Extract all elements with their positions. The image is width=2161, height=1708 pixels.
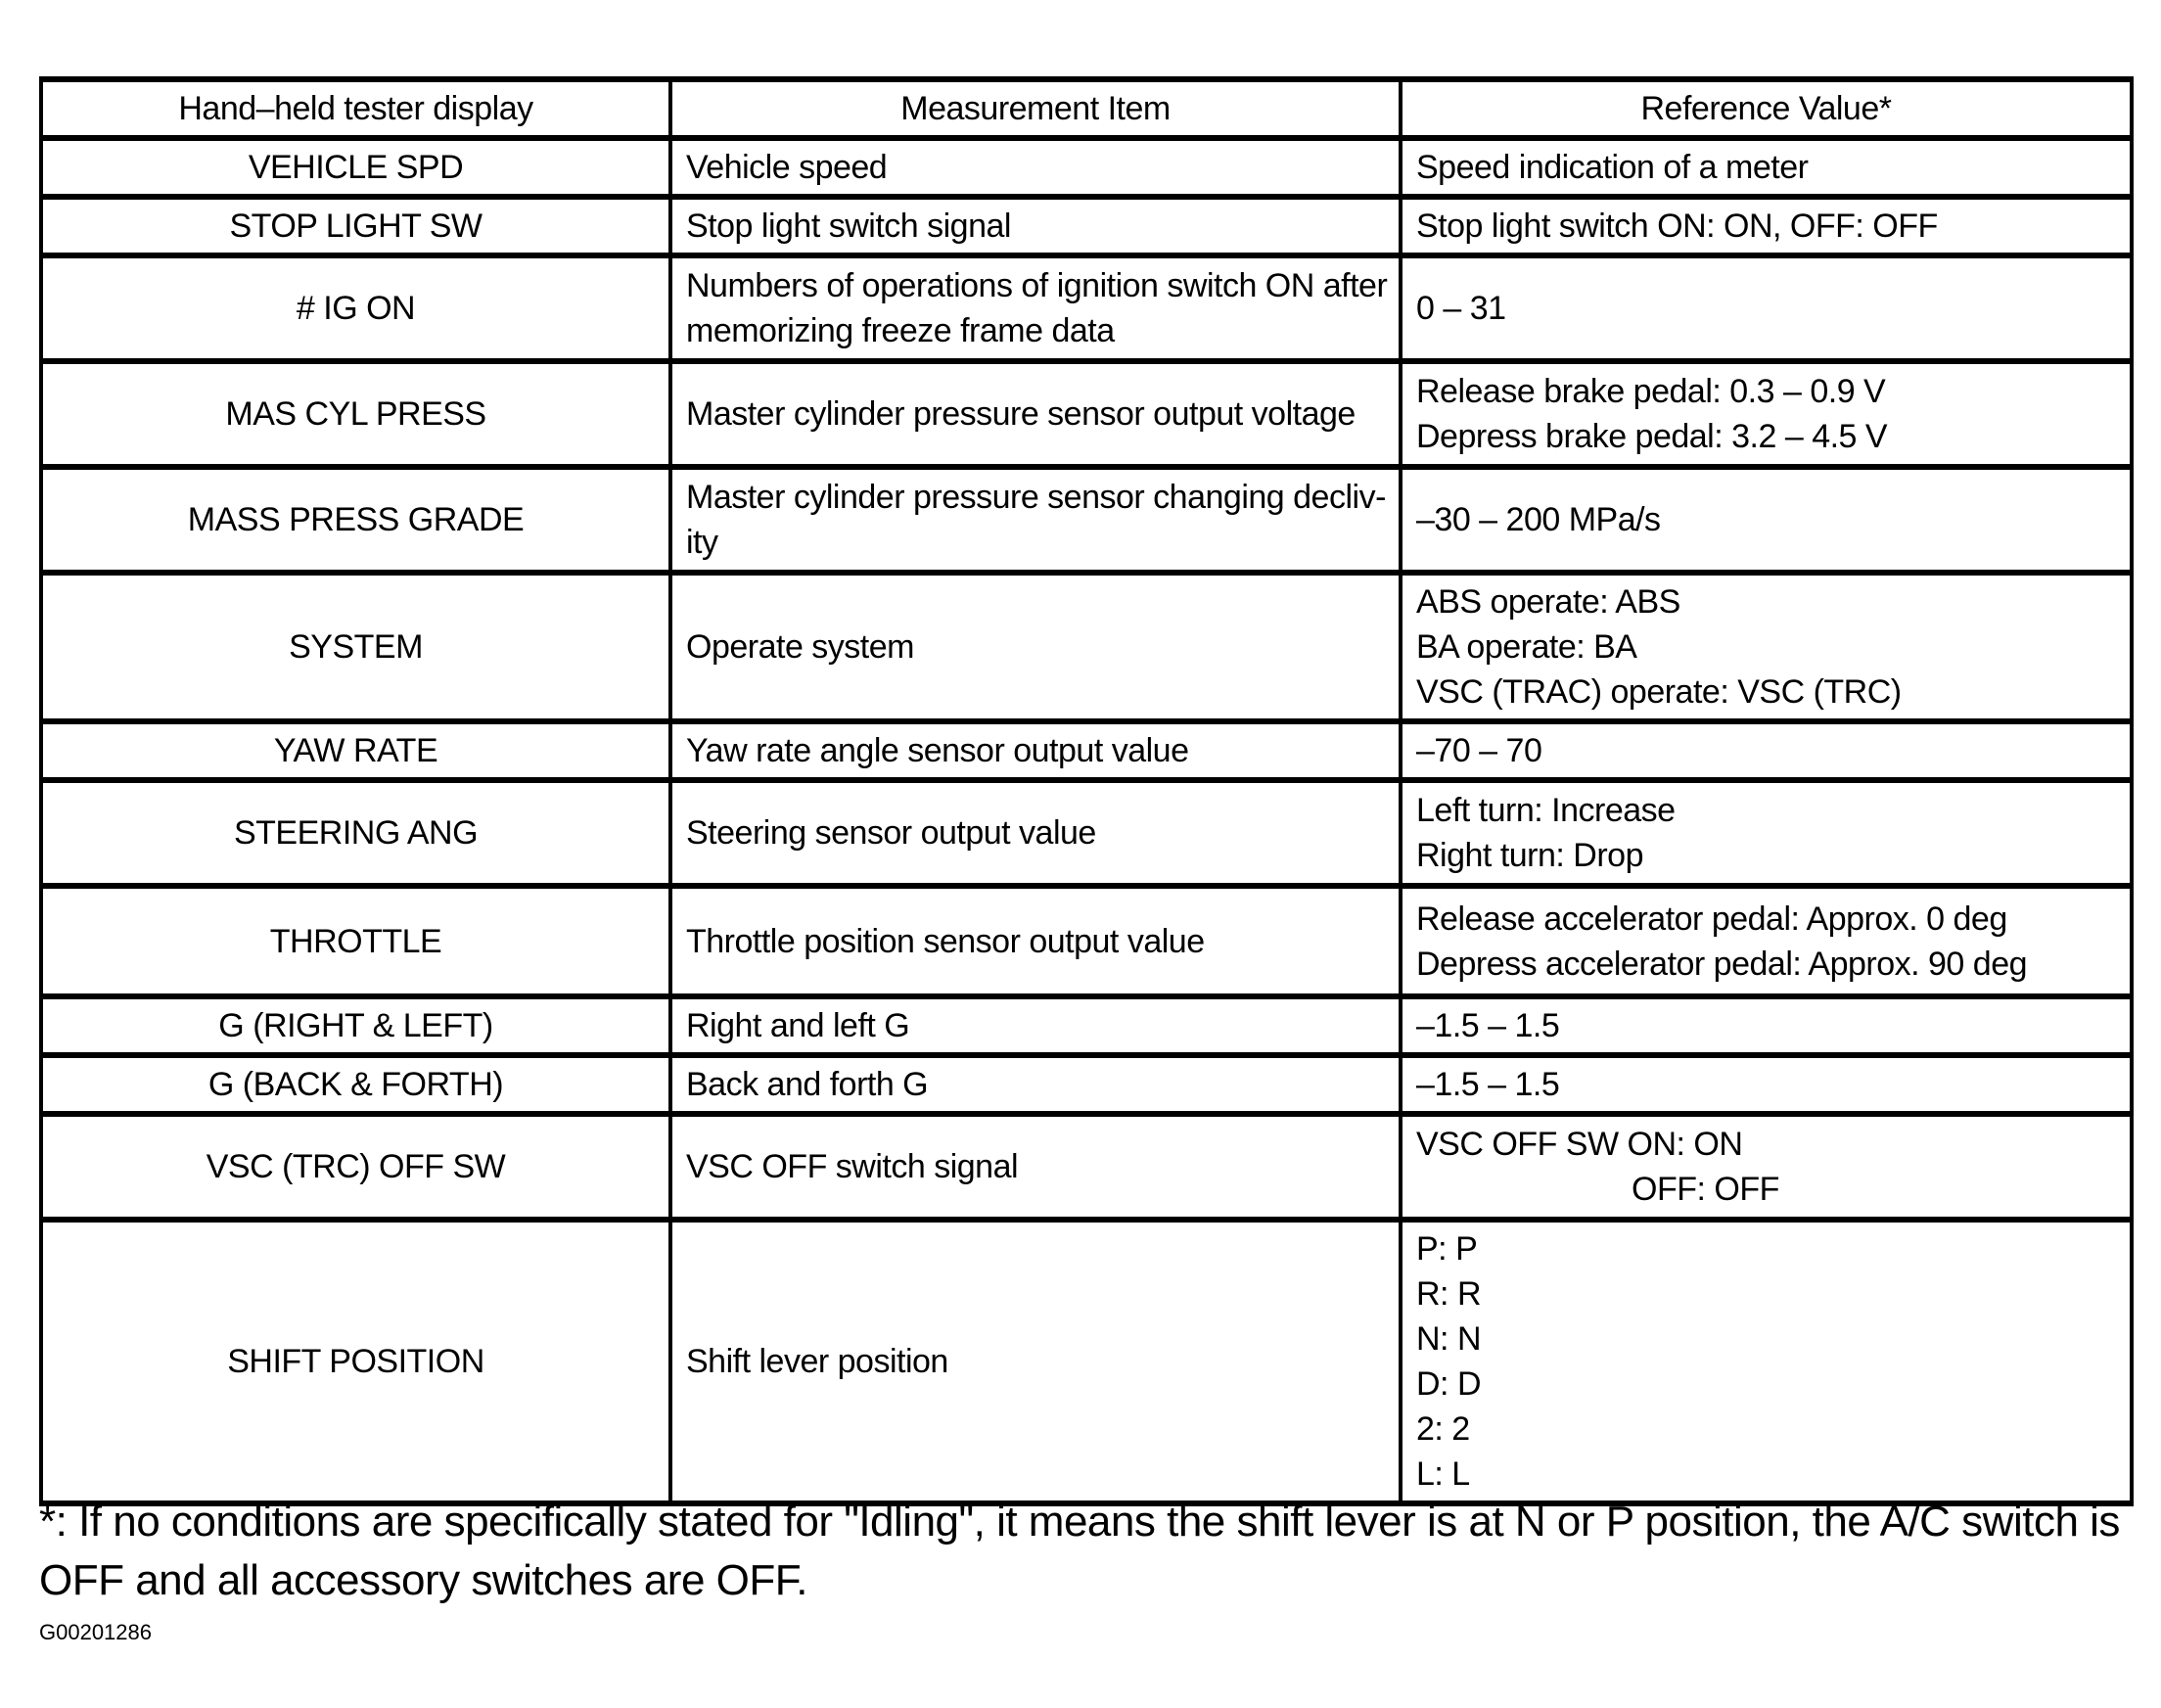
reference-value-cell <box>1401 1220 2132 1503</box>
table-row <box>41 721 2132 780</box>
cell-line: Master cylinder pressure sensor output voltage <box>686 395 1356 433</box>
table-row <box>41 255 2132 361</box>
table-row <box>41 886 2132 996</box>
cell-line: ity <box>686 524 718 561</box>
measurement-item-cell <box>670 467 1401 573</box>
table-row <box>41 573 2132 721</box>
cell-line: VSC OFF SW ON: ON <box>1416 1126 1743 1163</box>
cell-line: Back and forth G <box>686 1066 929 1103</box>
cell-line: Right and left G <box>686 1007 910 1044</box>
cell-line: BA operate: BA <box>1416 628 1637 666</box>
cell-line: VSC (TRAC) operate: VSC (TRC) <box>1416 673 1902 711</box>
cell-line: 0 – 31 <box>1416 290 1506 327</box>
measurement-item-cell <box>670 1114 1401 1220</box>
table-row <box>41 780 2132 886</box>
reference-value-cell <box>1401 138 2132 197</box>
tester-data-table <box>39 76 2134 1506</box>
measurement-item-cell <box>670 138 1401 197</box>
table-row <box>41 996 2132 1055</box>
tester-display-cell: # IG ON <box>41 255 670 361</box>
cell-line: –30 – 200 MPa/s <box>1416 501 1661 538</box>
cell-line: ABS operate: ABS <box>1416 583 1680 621</box>
footnote: *: If no conditions are specifically stated for "Idling", it means the shift lever is at N or P position, the A/C switch is OFF and all accessory switches are OFF. <box>39 1498 2120 1604</box>
header-measurement-item: Measurement Item <box>670 79 1401 138</box>
measurement-item-cell <box>670 996 1401 1055</box>
measurement-item-cell <box>670 197 1401 255</box>
cell-line: –1.5 – 1.5 <box>1416 1007 1560 1044</box>
table-row <box>41 1055 2132 1114</box>
cell-line: P: P <box>1416 1230 1478 1268</box>
table-row <box>41 197 2132 255</box>
tester-display-cell: THROTTLE <box>41 886 670 996</box>
tester-display-cell: SYSTEM <box>41 573 670 721</box>
cell-line: Stop light switch signal <box>686 208 1011 245</box>
table-row <box>41 361 2132 467</box>
figure-code: G00201286 <box>39 1620 152 1644</box>
cell-line: Left turn: Increase <box>1416 792 1676 829</box>
cell-line: N: N <box>1416 1320 1481 1358</box>
cell-line: memorizing freeze frame data <box>686 312 1115 349</box>
reference-value-cell <box>1401 996 2132 1055</box>
measurement-item-cell <box>670 573 1401 721</box>
cell-line: Depress accelerator pedal: Approx. 90 deg <box>1416 945 2028 983</box>
measurement-item-cell <box>670 721 1401 780</box>
measurement-item-cell <box>670 886 1401 996</box>
reference-value-cell <box>1401 573 2132 721</box>
reference-value-cell <box>1401 361 2132 467</box>
cell-line: Yaw rate angle sensor output value <box>686 732 1189 769</box>
measurement-item-cell <box>670 361 1401 467</box>
tester-display-cell: MASS PRESS GRADE <box>41 467 670 573</box>
table-row <box>41 1220 2132 1503</box>
tester-display-cell: SHIFT POSITION <box>41 1220 670 1503</box>
cell-line: –1.5 – 1.5 <box>1416 1066 1560 1103</box>
tester-display-cell: YAW RATE <box>41 721 670 780</box>
tester-display-cell: G (RIGHT & LEFT) <box>41 996 670 1055</box>
header-reference-value: Reference Value* <box>1401 79 2132 138</box>
measurement-item-cell <box>670 780 1401 886</box>
cell-line: Numbers of operations of ignition switch ON after <box>686 267 1388 304</box>
measurement-item-cell <box>670 1055 1401 1114</box>
table-row <box>41 467 2132 573</box>
tester-display-cell: VSC (TRC) OFF SW <box>41 1114 670 1220</box>
table-row <box>41 1114 2132 1220</box>
cell-line: Steering sensor output value <box>686 814 1096 852</box>
tester-display-cell: STEERING ANG <box>41 780 670 886</box>
reference-value-cell <box>1401 721 2132 780</box>
cell-line: Shift lever position <box>686 1343 948 1380</box>
cell-line: L: L <box>1416 1455 1470 1493</box>
cell-line: Depress brake pedal: 3.2 – 4.5 V <box>1416 418 1888 455</box>
table-row <box>41 138 2132 197</box>
reference-value-cell <box>1401 255 2132 361</box>
cell-line: Release brake pedal: 0.3 – 0.9 V <box>1416 373 1886 410</box>
reference-value-cell <box>1401 886 2132 996</box>
reference-value-cell <box>1401 467 2132 573</box>
cell-line: Speed indication of a meter <box>1416 149 1809 186</box>
cell-line: Master cylinder pressure sensor changing decliv- <box>686 479 1386 516</box>
header-display: Hand–held tester display <box>41 79 670 138</box>
cell-line: 2: 2 <box>1416 1410 1470 1448</box>
tester-display-cell: STOP LIGHT SW <box>41 197 670 255</box>
measurement-item-cell <box>670 255 1401 361</box>
cell-line: Release accelerator pedal: Approx. 0 deg <box>1416 900 2007 938</box>
reference-value-cell <box>1401 197 2132 255</box>
cell-line: OFF: OFF <box>1632 1171 1779 1208</box>
reference-value-cell <box>1401 1055 2132 1114</box>
cell-line: Throttle position sensor output value <box>686 922 1205 960</box>
cell-line: R: R <box>1416 1275 1481 1313</box>
measurement-item-cell <box>670 1220 1401 1503</box>
header-row <box>41 79 2132 138</box>
cell-line: VSC OFF switch signal <box>686 1148 1019 1185</box>
tester-display-cell: VEHICLE SPD <box>41 138 670 197</box>
cell-line: Right turn: Drop <box>1416 837 1643 874</box>
cell-line: Stop light switch ON: ON, OFF: OFF <box>1416 208 1938 245</box>
cell-line: D: D <box>1416 1365 1481 1403</box>
reference-value-cell <box>1401 1114 2132 1220</box>
cell-line: –70 – 70 <box>1416 732 1542 769</box>
tester-display-cell: G (BACK & FORTH) <box>41 1055 670 1114</box>
cell-line: Vehicle speed <box>686 149 888 186</box>
cell-line: Operate system <box>686 628 914 666</box>
reference-value-cell <box>1401 780 2132 886</box>
tester-display-cell: MAS CYL PRESS <box>41 361 670 467</box>
